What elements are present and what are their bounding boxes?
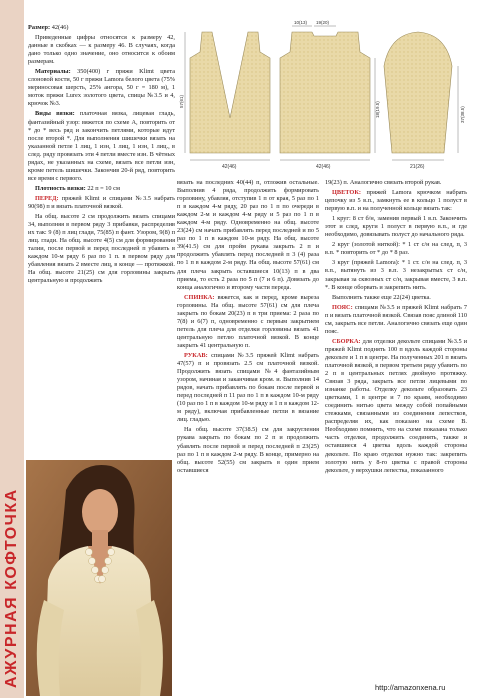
back-text: вяжется, как и перед, кроме выреза горловины. На общ. высоте 57(61) см для плеча закрыть по бокам 20(23) п в три приема: 2 раза по 7(8) и 6(7) п, одновременно с первым закрытием петель для плеча для отделки горловины вязать 41 центральную петлю платочной вязкой. В конце закрыть 41 центральную п. <box>177 293 319 349</box>
density-label: Плотность вязки: <box>35 184 86 192</box>
flower-round-2: 2 круг (золотой ниткой): * 1 ст с/н на след, п, 3 в.п. * повторить от * до * 8 раз. <box>325 241 467 257</box>
size-note: Приведенные цифры относятся к размеру 42, данные в скобках — к размеру 46. В случаях, когда дано только одно значение, оно относится к обоим размерам. <box>28 34 175 66</box>
materials-text: 350(400) г пряжи Klimt цвета слоновой кости, 50 г пряжи Lamora белого цвета (75% мериносовая шерсть, 25% ангора, 50 г = 180 м), 1 моток пряжи Lurex золотого цвета, спицы №3.5 и 4, крючок №3. <box>28 68 175 108</box>
front-text-2: На общ. высоте 2 см продолжить вязать спицами 34, выполняя в первом ряду 3 прибавки, распределив их так: 9 (8) п лиц глади, 75(85) п фант. Узором, 9(8) п лиц. глади. На общ. высоте 4(5) см для формирования талии, после первой и перед последней п убавить в каждом 10-м ряду 6 раз по 1 п. в первом ряду для убавления вязать 2 вместе лиц, в конце — протяжкой. На общ. высоте 21(25) см для горловины закрыть центральную и продолжить <box>28 213 175 285</box>
middle-text-column <box>177 179 319 679</box>
flower-round-3: 3 круг (пряжей Lamora): * 1 ст. с/н на след. п, 3 в.п., вытянуть из 3 в.п. 3 незакрытых ст с/н, закрывая за сквозных ст с/н, закрывая вместе, 3 в.п. *. В конце оборвать и закрепить нить. <box>325 259 467 291</box>
dim-top: 10(13) <box>294 20 308 25</box>
size-value: 42(46) <box>51 24 69 31</box>
flower-text: пряжей Lamora крючком набрать цепочку из 5 в.п., замкнуть ее в кольцо 1 полуст в первую в.п. и на полученной кольце вязать так: <box>325 189 467 213</box>
stitches-label: Виды вязки: <box>35 110 75 118</box>
front-heading: ПЕРЕД: <box>35 194 59 202</box>
materials-label: Материалы: <box>35 68 71 76</box>
belt-heading: ПОЯС: <box>332 303 353 311</box>
footer-url-link[interactable]: http://amazonxena.ru <box>375 683 446 692</box>
sleeve-piece-shape <box>384 32 452 153</box>
flower-heading: ЦВЕТОК: <box>332 189 361 197</box>
front-text: пряжей Klimt и спицами №3.5 набрать 90(98) п и вязать платочной вязкой. <box>28 194 175 210</box>
dim-height: 57(61) <box>179 94 184 108</box>
belt-text: спицами №3.5 и пряжей Klimt набрать 7 п и вязать платочной вязкой. Связав пояс длиной 110 см, закрыть все петли. Аналогично связать еще один пояс. <box>325 303 467 335</box>
dim-front-width: 42(46) <box>222 164 237 170</box>
model-photo <box>26 460 172 696</box>
density-text: 22 п = 10 см <box>87 184 120 192</box>
back-heading: СПИНКА: <box>184 293 215 301</box>
right-text-column <box>325 179 467 679</box>
flower-repeat-note: Выполнить также еще 22(24) цветка. <box>332 293 431 301</box>
sleeve-text-2: На общ. высоте 37(38.5) см для закругления рукава закрыть по бокам по 2 п и продолжить убавлять после первой и перед последней п 23(25) раз по 1 п в каждом 2-м ряду. В конце, примерно на общ. высоте 52(55) см закрыть в один прием оставшиеся <box>177 426 319 474</box>
flower-round-1: 1 круг: 8 ст б/н, заменив первый 1 в.п. Закончить этот и след, круги 1 полуст в первую в.п., и где необходимо, довязывать полуст до начального ряда. <box>325 215 467 239</box>
stitches-text: платочная вязка, лицевая гладь, фантазийный узор: вяжется по схеме А, повторить от * до * весь ряд и закончить петлями, которые идут после второй *. Для выполнения шишечки вязать на указанной петле 1 лиц, 1 изн, 1 лиц, 1 изн, 1 лиц., в след. ряду провязать эти 4 петли вместе изн. В чётных рядах, не указанных на схеме, вязать все петли изн, кроме петель шишечки. Закончив 20-й ряд, повторить все время с первого. <box>28 110 175 182</box>
left-text-column <box>28 24 175 460</box>
page-title: АЖУРНАЯ КОФТОЧКА <box>3 488 20 688</box>
back-piece-shape <box>280 32 370 153</box>
dim-neck: 19(20) <box>316 20 330 25</box>
dim-sleeve-length: 37(38.5) <box>460 106 465 123</box>
assembly-heading: СБОРКА: <box>332 337 361 345</box>
front-piece-shape <box>190 32 270 153</box>
sleeve-text: спицами №3.5 пряжей Klimt набрать 47(57) п и провязать 2.5 см платочной вязкой. Продолжить вязать спицами №4 фантазийным узором, начиная и заканчивая кром. и. Выполнив 14 рядов, начать прибавлять по бокам после первой и перед последней п 11 раз по 1 п в каждом 10-м ряду (10 раз по 1 п в каждом 10-м ряду и 1 п в каждом 12-м ряду), включая прибавленные петли в вязание лиц. гладью. <box>177 351 319 424</box>
dim-back-width: 42(46) <box>316 164 331 170</box>
dim-sleeve-width: 21(26) <box>410 164 425 170</box>
size-label: Размер: <box>28 24 51 31</box>
pattern-schematic <box>178 18 470 178</box>
assembly-text: для отделки декольте спицами №3.5 и пряжей Klimt поднять 100 п вдоль каждой стороны декольте и 1 п в центре. На полученных 201 п вязать платочной вязкой, в первом третьем ряду убавить по 2 п в центральных петлях двойную протяжку. Связав 3 ряда, закрыть все петли лицевыми по изнанке работы. Отделку декольте образовать 23 цветками, 1 в центре и 7 по краям, необходимо соединить нитью цвета между собой попайными стежками, связанными из соединения лепестков, распределяя их, как показано на схеме В. Необходимо помнить, что на схеме показана только часть отделки, продолжить соединять, также и оставшиеся 4 цветка вдоль каждой стороны декольте. По краю отделки нужно так: закрепить золотую нить у 8-го цветка с правой стороны декольте, у верхушки лепестка, показанного <box>325 337 467 474</box>
sleeve-continued-text: 19(23) п. Аналогично связать второй рукав. <box>325 179 442 186</box>
front-continued-text: вязать на последних 40(44) п, отложив остальные. Выполнив 4 ряда, продолжить формировать горловину, убавляя, отступив 1 п от края, 5 раз по 1 п в каждом 4-м ряду, 20 раз по 1 п по очереди в каждом 2-м и каждом 4-м ряду и 5 раз по 1 п в каждом 4-м ряду. Одновременно на общ. высоте 23(24) см начать прибавлять перед последней и по 5 раз по 1 п в каждом 10-м ряду. На общ. высоте 39(41.5) см для пройм рукава закрыть 2 п и продолжить убавлять перед последней п 3 (4) раза по 1 п в каждом 2-м ряду. На общ. высоте 57(61) см для плеча закрыть оставшиеся 10(13) п в два приема, то есть 2 раза по 5 п (7 и 6 п). Довязать до конца аналогично и второму части переда. <box>177 179 319 291</box>
sleeve-heading: РУКАВ: <box>184 351 208 359</box>
dim-armhole: 18(19.5) <box>375 101 380 118</box>
